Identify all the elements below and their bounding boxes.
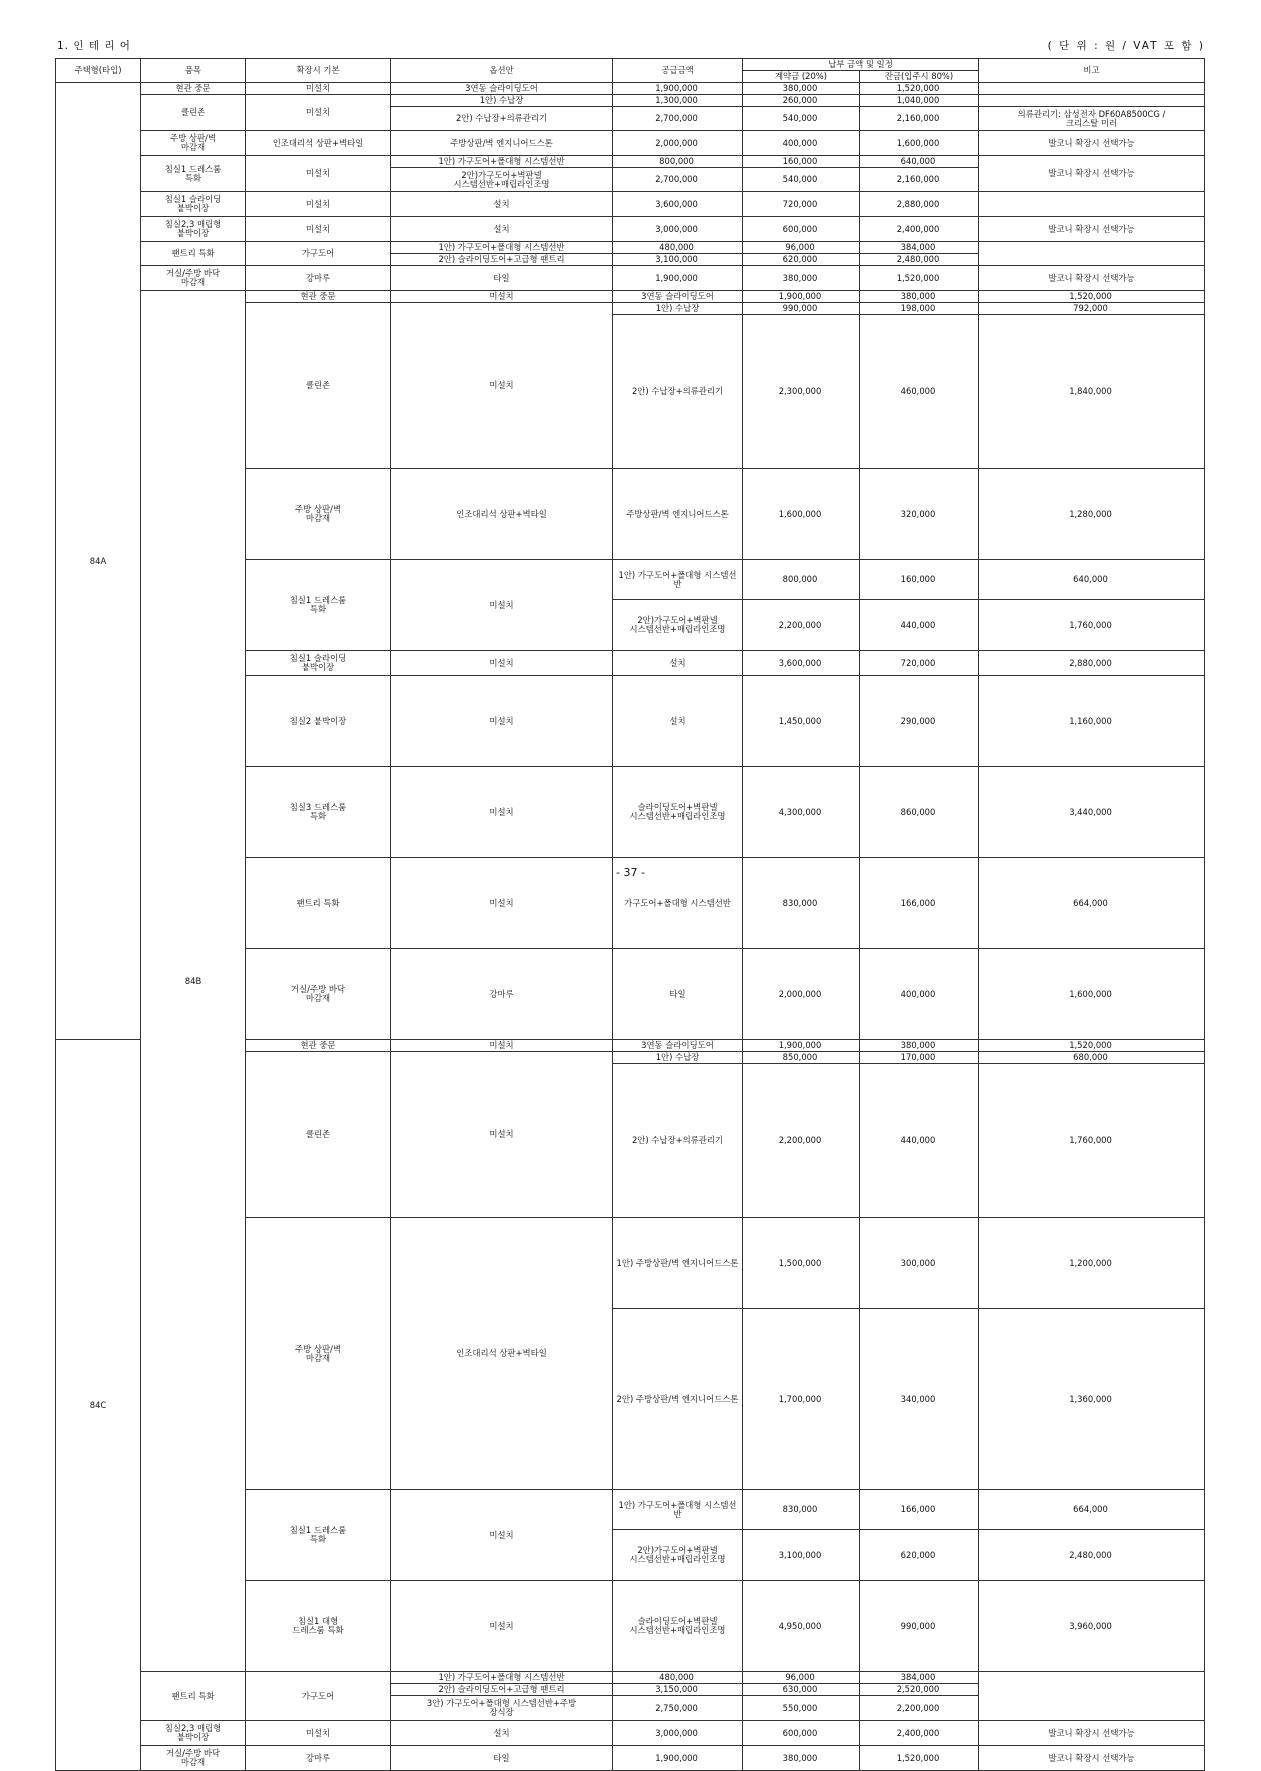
header-deposit: 계약금 (20%)	[743, 71, 860, 83]
cell-balance: 2,880,000	[860, 192, 979, 217]
cell-option: 2안) 수납장+의류관리기	[391, 107, 613, 131]
cell-deposit: 400,000	[860, 949, 979, 1040]
cell-option: 1안) 가구도어+폴대형 시스템선반	[613, 1490, 743, 1530]
cell-item: 거실/주방 바닥 마감재	[141, 1746, 246, 1771]
header-balance: 잔금(입주시 80%)	[860, 71, 979, 83]
cell-basic: 미설치	[246, 1721, 391, 1746]
cell-item: 클린존	[141, 95, 246, 131]
cell-remarks	[979, 1672, 1205, 1721]
table-row	[56, 156, 1205, 168]
cell-option: 1안) 가구도어+폴대형 시스템선반	[391, 242, 613, 254]
page-number: - 37 -	[616, 866, 645, 879]
cell-option: 2안) 수납장+의류관리기	[613, 1064, 743, 1218]
cell-option: 2안) 슬라이딩도어+고급형 팬트리	[391, 1684, 613, 1696]
cell-item: 현관 중문	[246, 1040, 391, 1052]
cell-remarks: 발코니 확장시 선택가능	[979, 266, 1205, 291]
cell-price: 990,000	[743, 303, 860, 315]
cell-basic: 미설치	[391, 560, 613, 651]
cell-basic: 미설치	[391, 291, 613, 303]
cell-balance: 2,160,000	[860, 168, 979, 192]
cell-option: 설치	[391, 217, 613, 242]
cell-basic: 인조대리석 상판+벽타일	[391, 1218, 613, 1490]
cell-deposit: 166,000	[860, 1490, 979, 1530]
table-row	[56, 1672, 1205, 1684]
cell-price: 1,900,000	[743, 1040, 860, 1052]
cell-deposit: 380,000	[743, 266, 860, 291]
cell-basic: 미설치	[391, 1052, 613, 1218]
cell-remarks: 발코니 확장시 선택가능	[979, 1721, 1205, 1746]
cell-remarks: 의류관리기: 삼성전자 DF60A8500CG / 크리스탈 미러	[979, 107, 1205, 131]
option-price-table	[55, 58, 1205, 1771]
cell-option: 2안)가구도어+벽판넬 시스템선반+매립라인조명	[613, 600, 743, 651]
table-row	[56, 192, 1205, 217]
cell-price: 3,000,000	[613, 1721, 743, 1746]
cell-item: 침실1 드레스룸 특화	[246, 560, 391, 651]
cell-deposit: 600,000	[743, 217, 860, 242]
table-row	[56, 291, 1205, 303]
cell-price: 3,000,000	[613, 217, 743, 242]
cell-price: 3,600,000	[743, 651, 860, 676]
cell-price: 1,500,000	[743, 1218, 860, 1309]
cell-price: 1,700,000	[743, 1309, 860, 1490]
cell-basic: 미설치	[391, 1581, 613, 1672]
cell-item: 주방 상판/벽 마감재	[246, 1218, 391, 1490]
cell-item: 팬트리 특화	[141, 1672, 246, 1721]
cell-item: 현관 중문	[141, 83, 246, 95]
cell-balance: 664,000	[979, 1490, 1205, 1530]
cell-deposit: 380,000	[743, 83, 860, 95]
cell-balance: 1,520,000	[979, 1040, 1205, 1052]
cell-item: 거실/주방 바닥 마감재	[246, 949, 391, 1040]
cell-deposit: 198,000	[860, 303, 979, 315]
cell-balance: 1,600,000	[860, 131, 979, 156]
cell-option: 슬라이딩도어+벽판넬 시스템선반+매립라인조명	[613, 1581, 743, 1672]
cell-price: 830,000	[743, 1490, 860, 1530]
cell-option: 1안) 수납장	[613, 1052, 743, 1064]
cell-deposit: 630,000	[743, 1684, 860, 1696]
cell-option: 설치	[391, 192, 613, 217]
cell-option: 설치	[613, 676, 743, 767]
cell-balance: 1,840,000	[979, 315, 1205, 469]
cell-basic: 가구도어	[246, 242, 391, 266]
header-type: 주택형(타입)	[56, 59, 141, 83]
cell-option: 1안) 가구도어+폴대형 시스템선반	[613, 560, 743, 600]
cell-balance: 1,280,000	[979, 469, 1205, 560]
cell-option: 3연동 슬라이딩도어	[613, 1040, 743, 1052]
cell-balance: 1,520,000	[860, 266, 979, 291]
cell-deposit: 550,000	[743, 1696, 860, 1721]
header-option: 옵션안	[391, 59, 613, 83]
cell-option: 2안) 슬라이딩도어+고급형 팬트리	[391, 254, 613, 266]
cell-deposit: 460,000	[860, 315, 979, 469]
cell-option: 1안) 가구도어+폴대형 시스템선반	[391, 1672, 613, 1684]
cell-price: 830,000	[743, 858, 860, 949]
cell-deposit: 540,000	[743, 107, 860, 131]
cell-option: 3연동 슬라이딩도어	[613, 291, 743, 303]
cell-type: 84C	[56, 1040, 141, 1771]
cell-basic: 미설치	[246, 192, 391, 217]
cell-balance: 1,520,000	[860, 1746, 979, 1771]
cell-price: 480,000	[613, 1672, 743, 1684]
cell-basic: 미설치	[246, 217, 391, 242]
cell-price: 3,150,000	[613, 1684, 743, 1696]
cell-balance: 1,760,000	[979, 1064, 1205, 1218]
cell-price: 1,300,000	[613, 95, 743, 107]
section-title: 1. 인 테 리 어	[57, 40, 131, 52]
cell-deposit: 380,000	[743, 1746, 860, 1771]
cell-price: 4,950,000	[743, 1581, 860, 1672]
cell-remarks	[979, 95, 1205, 107]
cell-deposit: 380,000	[860, 291, 979, 303]
cell-balance: 1,760,000	[979, 600, 1205, 651]
cell-balance: 2,400,000	[860, 1721, 979, 1746]
cell-deposit: 170,000	[860, 1052, 979, 1064]
cell-deposit: 160,000	[860, 560, 979, 600]
cell-price: 800,000	[743, 560, 860, 600]
cell-balance: 2,160,000	[860, 107, 979, 131]
cell-deposit: 990,000	[860, 1581, 979, 1672]
cell-item: 침실2 붙박이장	[246, 676, 391, 767]
cell-basic: 인조대리석 상판+벽타일	[391, 469, 613, 560]
cell-deposit: 720,000	[743, 192, 860, 217]
cell-price: 2,700,000	[613, 168, 743, 192]
cell-option: 1안) 수납장	[613, 303, 743, 315]
cell-basic: 미설치	[391, 767, 613, 858]
cell-option: 2안)가구도어+벽판넬 시스템선반+매립라인조명	[391, 168, 613, 192]
cell-balance: 2,480,000	[860, 254, 979, 266]
cell-item: 침실1 드레스룸 특화	[246, 1490, 391, 1581]
cell-balance: 640,000	[860, 156, 979, 168]
cell-option: 설치	[391, 1721, 613, 1746]
cell-remarks	[979, 192, 1205, 217]
cell-balance: 1,360,000	[979, 1309, 1205, 1490]
cell-price: 800,000	[613, 156, 743, 168]
cell-remarks: 발코니 확장시 선택가능	[979, 131, 1205, 156]
cell-option: 설치	[613, 651, 743, 676]
cell-deposit: 96,000	[743, 1672, 860, 1684]
cell-deposit: 260,000	[743, 95, 860, 107]
cell-item: 침실2,3 매립형 붙박이장	[141, 217, 246, 242]
cell-deposit: 440,000	[860, 1064, 979, 1218]
cell-balance: 2,200,000	[860, 1696, 979, 1721]
table-row	[56, 242, 1205, 254]
cell-basic: 미설치	[391, 651, 613, 676]
cell-balance: 1,200,000	[979, 1218, 1205, 1309]
cell-basic: 강마루	[246, 266, 391, 291]
cell-balance: 1,160,000	[979, 676, 1205, 767]
cell-price: 2,700,000	[613, 107, 743, 131]
cell-basic: 미설치	[391, 1040, 613, 1052]
cell-balance: 384,000	[860, 1672, 979, 1684]
cell-remarks: 발코니 확장시 선택가능	[979, 1746, 1205, 1771]
cell-balance: 1,600,000	[979, 949, 1205, 1040]
cell-balance: 640,000	[979, 560, 1205, 600]
cell-price: 850,000	[743, 1052, 860, 1064]
cell-price: 3,100,000	[613, 254, 743, 266]
cell-balance: 680,000	[979, 1052, 1205, 1064]
cell-item: 클린존	[246, 1052, 391, 1218]
cell-price: 1,900,000	[743, 291, 860, 303]
table-row	[56, 1721, 1205, 1746]
cell-deposit: 620,000	[860, 1530, 979, 1581]
cell-remarks: 발코니 확장시 선택가능	[979, 156, 1205, 192]
table-row	[56, 95, 1205, 107]
table-row	[56, 1746, 1205, 1771]
cell-option: 2안) 수납장+의류관리기	[613, 315, 743, 469]
cell-basic: 미설치	[246, 83, 391, 95]
cell-item: 침실1 대형 드레스룸 특화	[246, 1581, 391, 1672]
cell-balance: 1,040,000	[860, 95, 979, 107]
cell-price: 1,900,000	[613, 266, 743, 291]
cell-item: 주방 상판/벽 마감재	[141, 131, 246, 156]
cell-balance: 664,000	[979, 858, 1205, 949]
cell-item: 침실2,3 매립형 붙박이장	[141, 1721, 246, 1746]
cell-basic: 강마루	[246, 1746, 391, 1771]
cell-deposit: 166,000	[860, 858, 979, 949]
cell-option: 타일	[391, 1746, 613, 1771]
cell-item: 침실1 슬라이딩 붙박이장	[141, 192, 246, 217]
cell-deposit: 290,000	[860, 676, 979, 767]
cell-item: 침실3 드레스룸 특화	[246, 767, 391, 858]
cell-option: 타일	[391, 266, 613, 291]
cell-deposit: 96,000	[743, 242, 860, 254]
cell-balance: 3,960,000	[979, 1581, 1205, 1672]
cell-item: 현관 중문	[246, 291, 391, 303]
header-remarks: 비고	[979, 59, 1205, 83]
table-body	[56, 83, 1205, 1771]
cell-option: 3안) 가구도어+폴대형 시스템선반+주방 장식장	[391, 1696, 613, 1721]
cell-item: 거실/주방 바닥 마감재	[141, 266, 246, 291]
cell-price: 480,000	[613, 242, 743, 254]
cell-deposit: 380,000	[860, 1040, 979, 1052]
cell-deposit: 300,000	[860, 1218, 979, 1309]
cell-balance: 2,480,000	[979, 1530, 1205, 1581]
cell-balance: 2,880,000	[979, 651, 1205, 676]
cell-price: 2,000,000	[743, 949, 860, 1040]
cell-option: 타일	[613, 949, 743, 1040]
cell-option: 1안) 수납장	[391, 95, 613, 107]
cell-deposit: 620,000	[743, 254, 860, 266]
cell-basic: 미설치	[246, 95, 391, 131]
cell-option: 1안) 주방상판/벽 엔지니어드스톤	[613, 1218, 743, 1309]
cell-deposit: 400,000	[743, 131, 860, 156]
cell-item: 팬트리 특화	[141, 242, 246, 266]
cell-deposit: 320,000	[860, 469, 979, 560]
header-price: 공급금액	[613, 59, 743, 83]
cell-deposit: 600,000	[743, 1721, 860, 1746]
cell-basic: 미설치	[391, 858, 613, 949]
cell-type: 84A	[56, 83, 141, 1040]
cell-remarks	[979, 242, 1205, 266]
cell-option: 슬라이딩도어+벽판넬 시스템선반+매립라인조명	[613, 767, 743, 858]
header-payment: 납부 금액 및 일정	[743, 59, 979, 71]
table-row	[56, 266, 1205, 291]
table-row	[56, 131, 1205, 156]
cell-deposit: 440,000	[860, 600, 979, 651]
cell-balance: 3,440,000	[979, 767, 1205, 858]
cell-price: 1,900,000	[613, 83, 743, 95]
cell-balance: 1,520,000	[860, 83, 979, 95]
table-header	[56, 59, 1205, 83]
cell-remarks: 발코니 확장시 선택가능	[979, 217, 1205, 242]
cell-item: 침실1 슬라이딩 붙박이장	[246, 651, 391, 676]
cell-deposit: 340,000	[860, 1309, 979, 1490]
table-row	[56, 83, 1205, 95]
cell-price: 2,300,000	[743, 315, 860, 469]
cell-type: 84B	[141, 291, 246, 1672]
cell-option: 1안) 가구도어+폴대형 시스템선반	[391, 156, 613, 168]
cell-basic: 미설치	[391, 676, 613, 767]
unit-note: ( 단 위 : 원 / VAT 포 함 )	[1047, 40, 1205, 52]
cell-price: 4,300,000	[743, 767, 860, 858]
cell-basic: 인조대리석 상판+벽타일	[246, 131, 391, 156]
cell-price: 2,200,000	[743, 600, 860, 651]
cell-deposit: 160,000	[743, 156, 860, 168]
cell-item: 침실1 드레스룸 특화	[141, 156, 246, 192]
table-row	[56, 217, 1205, 242]
cell-balance: 2,400,000	[860, 217, 979, 242]
cell-item: 팬트리 특화	[246, 858, 391, 949]
cell-price: 1,450,000	[743, 676, 860, 767]
cell-remarks	[979, 83, 1205, 95]
cell-option: 가구도어+폴대형 시스템선반	[613, 858, 743, 949]
cell-price: 2,200,000	[743, 1064, 860, 1218]
cell-price: 3,600,000	[613, 192, 743, 217]
cell-basic: 미설치	[246, 156, 391, 192]
cell-option: 3연동 슬라이딩도어	[391, 83, 613, 95]
cell-item: 주방 상판/벽 마감재	[246, 469, 391, 560]
cell-option: 2안)가구도어+벽판넬 시스템선반+매립라인조명	[613, 1530, 743, 1581]
cell-basic: 강마루	[391, 949, 613, 1040]
cell-option: 주방상판/벽 엔지니어드스톤	[613, 469, 743, 560]
cell-price: 1,900,000	[613, 1746, 743, 1771]
header-basic: 확장시 기본	[246, 59, 391, 83]
cell-price: 3,100,000	[743, 1530, 860, 1581]
cell-balance: 792,000	[979, 303, 1205, 315]
cell-deposit: 720,000	[860, 651, 979, 676]
cell-deposit: 860,000	[860, 767, 979, 858]
cell-option: 주방상판/벽 엔지니어드스톤	[391, 131, 613, 156]
cell-basic: 미설치	[391, 1490, 613, 1581]
cell-deposit: 540,000	[743, 168, 860, 192]
cell-option: 2안) 주방상판/벽 엔지니어드스톤	[613, 1309, 743, 1490]
cell-balance: 384,000	[860, 242, 979, 254]
cell-balance: 1,520,000	[979, 291, 1205, 303]
cell-balance: 2,520,000	[860, 1684, 979, 1696]
cell-price: 2,000,000	[613, 131, 743, 156]
cell-basic: 가구도어	[246, 1672, 391, 1721]
cell-price: 2,750,000	[613, 1696, 743, 1721]
cell-item: 클린존	[246, 303, 391, 469]
header-item: 품목	[141, 59, 246, 83]
cell-basic: 미설치	[391, 303, 613, 469]
cell-price: 1,600,000	[743, 469, 860, 560]
